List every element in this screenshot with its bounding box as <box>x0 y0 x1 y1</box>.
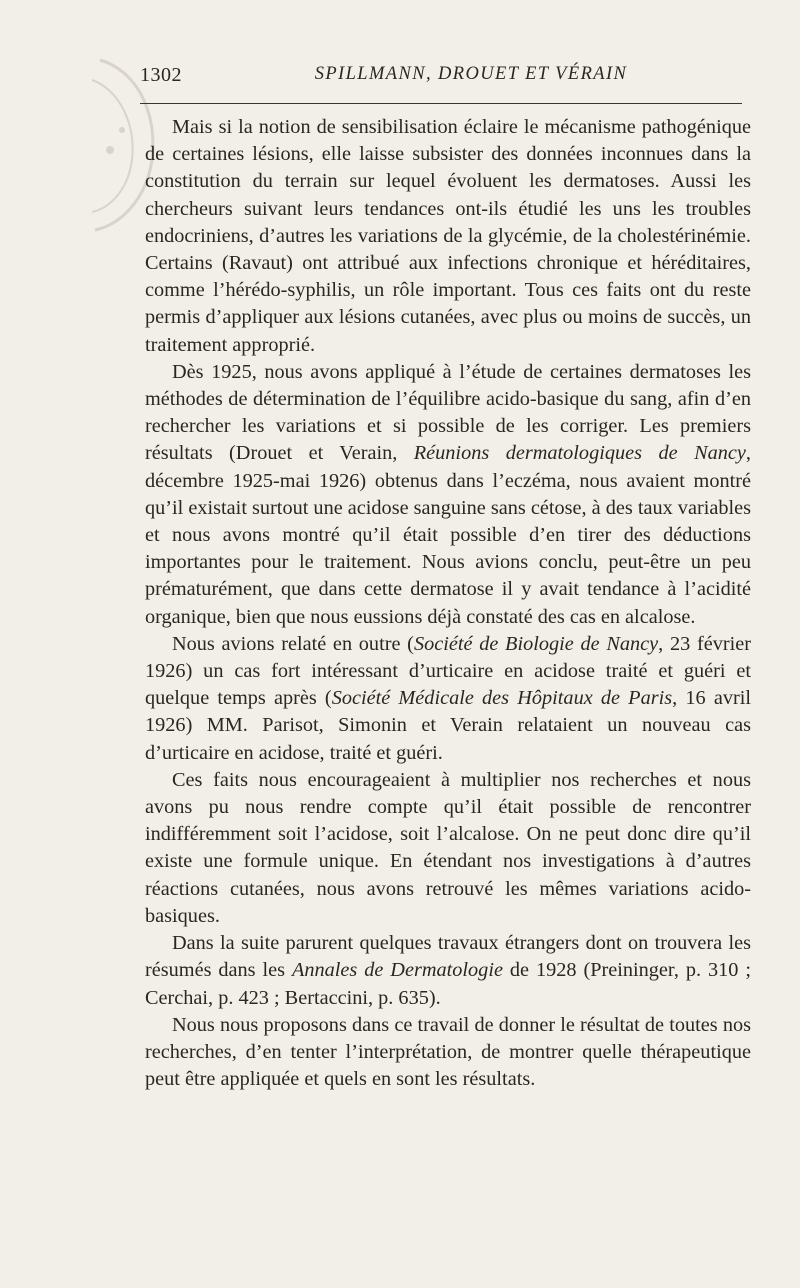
paragraph <box>145 930 751 1012</box>
text-run: Ces faits nous encourageaient à multiplier nos recherches et nous avons pu nous rendre compte qu’il était possible de rencontrer indifféremment soit l’acidose, soit l’alcalose. On ne peut donc dire qu’il existe une formule unique. En étendant nos investigations à d’autres réactions cutanées, nous avons retrouvé les mêmes variations acido-basiques. <box>145 768 751 927</box>
paragraph <box>145 631 751 767</box>
text-run: , 23 février 1926) un cas fort intéressant d’urticaire en acidose traité et guéri et quelque temps après ( <box>145 632 751 710</box>
text-run: Dès 1925, nous avons appliqué à l’étude de certaines dermatoses les méthodes de détermination de l’équilibre acido-basique du sang, afin d’en rechercher les variations et si possible de les corriger. Les premiers résultats (Drouet et Verain, <box>145 360 751 465</box>
paragraph <box>145 114 751 359</box>
running-title: SPILLMANN, DROUET ET VÉRAIN <box>314 64 628 84</box>
text-run: de 1928 (Preininger, p. 310 ; Cerchai, p. 423 ; Bertaccini, p. 635). <box>145 959 751 1009</box>
paragraph <box>145 1012 751 1094</box>
italic-citation: Société de Biologie de Nancy <box>413 632 659 655</box>
body-text <box>145 114 751 1093</box>
text-run: Nous nous proposons dans ce travail de donner le résultat de toutes nos recherches, d’en tenter l’interprétation, de montrer quelle thérapeutique peut être appliquée et quels en sont les résultats. <box>145 1013 751 1091</box>
text-run: , 16 avril 1926) MM. Parisot, Simonin et Verain relataient un nouveau cas d’urticaire en acidose, traité et guéri. <box>145 687 751 764</box>
text-run: Nous avions relaté en outre ( <box>172 632 414 655</box>
italic-citation: Société Médicale des Hôpitaux de Paris <box>331 687 673 710</box>
paragraph <box>145 767 751 930</box>
running-head <box>140 64 742 92</box>
text-run: Dans la suite parurent quelques travaux étrangers dont on trouvera les résumés dans les <box>145 932 751 982</box>
italic-citation: Annales de Dermatologie <box>291 959 503 982</box>
page-number: 1302 <box>140 64 182 86</box>
text-run: Mais si la notion de sensibilisation éclaire le mécanisme pathogénique de certaines lésions, elle laisse subsister des données inconnues dans la constitution du terrain sur lequel évoluent les dermatoses. Aussi les chercheurs suivant leurs tendances ont-ils étudié les uns les troubles endocriniens, d’autres les variations de la glycémie, de la cholestérinémie. Certains (Ravaut) ont attribué aux infections chronique et héréditaires, comme l’hérédo-syphilis, un rôle important. Tous ces faits ont du reste permis d’appliquer aux lésions cutanées, avec plus ou moins de succès, un traitement approprié. <box>145 116 751 356</box>
text-run: , décembre 1925-mai 1926) obtenus dans l’eczéma, nous avaient montré qu’il existait surtout une acidose sanguine sans cétose, à des taux variables et nous avons montré qu’il était possible d’en tirer des déductions importantes pour le traitement. Nous avions conclu, peut-être un peu prématurément, que dans cette dermatose il y avait tendance à l’acidité organique, bien que nous eussions déjà constaté des cas en alcalose. <box>145 442 752 628</box>
italic-citation: Réunions dermatologiques de Nancy <box>413 442 746 465</box>
paragraph <box>145 359 751 631</box>
header-rule <box>140 103 742 104</box>
